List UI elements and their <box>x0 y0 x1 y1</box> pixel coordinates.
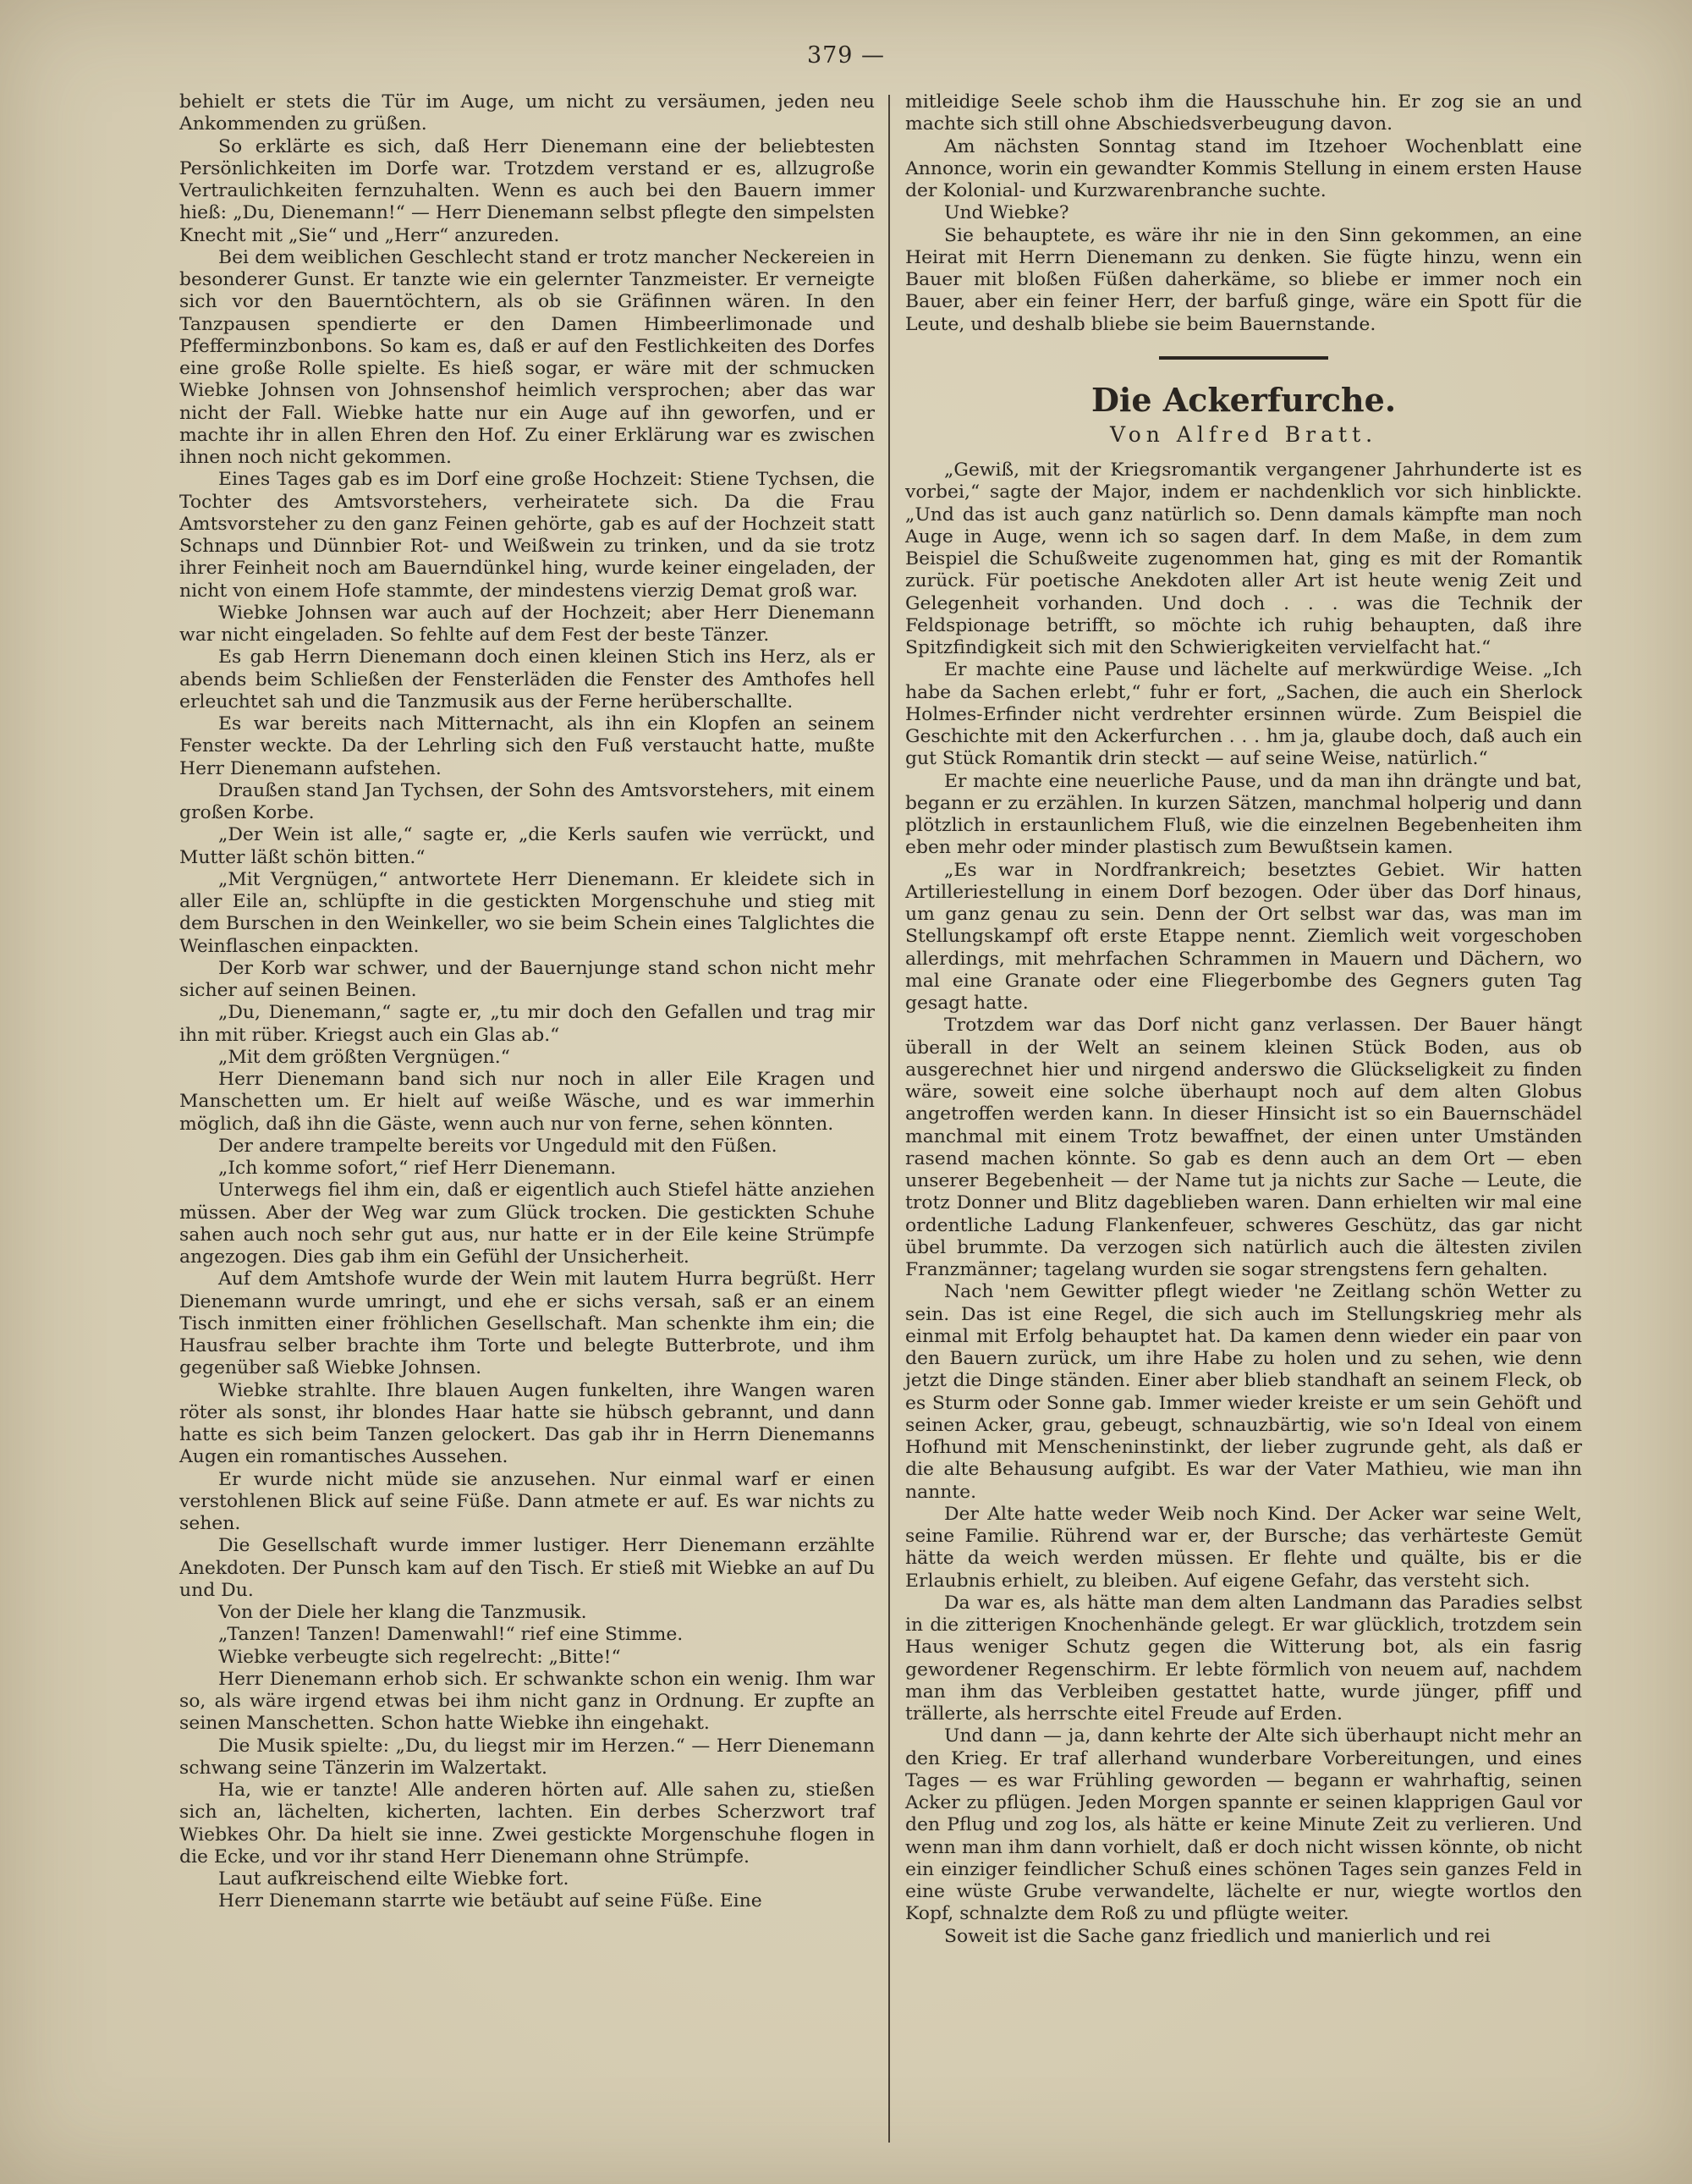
paragraph: Der Korb war schwer, und der Bauernjunge stand schon nicht mehr sicher auf seinen Beinen. <box>179 957 875 1001</box>
paragraph: Von der Diele her klang die Tanzmusik. <box>218 1602 587 1623</box>
paragraph: Herr Dienemann starrte wie betäubt auf seine Füße. Eine <box>218 1890 762 1912</box>
story-conclusion <box>905 91 1582 336</box>
paragraph: Herr Dienemann band sich nur noch in aller Eile Kragen und Manschetten um. Er hielt auf weiße Wäsche, und es war immerhin möglich, daß ihn die Gäste, wenn auch nur von ferne, sehen könnten. <box>179 1069 875 1135</box>
paragraph: „Es war in Nordfrankreich; besetztes Gebiet. Wir hatten Artilleriestellung in einem Dorf bezogen. Oder über das Dorf hinaus, um ganz genau zu sein. Denn der Ort selbst war das, was man im Stellungskampf oft erste Etappe nennt. Ziemlich weit vorgeschoben allerdings, mit mehrfachen Schrammen in Mauern und Dächern, wo mal eine Granate oder eine Fliegerbombe des Gegners guten Tag gesagt hatte. <box>905 859 1582 1014</box>
paragraph: „Du, Dienemann,“ sagte er, „tu mir doch den Gefallen und trag mir ihn mit rüber. Kriegst auch ein Glas ab.“ <box>179 1002 875 1046</box>
paragraph: Sie behauptete, es wäre ihr nie in den Sinn gekommen, an eine Heirat mit Herrn Dienemann zu denken. Sie fügte hinzu, wenn ein Bauer mit bloßen Füßen daherkäme, so bliebe er immer noch ein Bauer, aber ein feiner Herr, der barfuß ginge, wäre ein Spott für die Leute, und deshalb bliebe sie beim Bauernstande. <box>905 224 1582 335</box>
paragraph: Der andere trampelte bereits vor Ungeduld mit den Füßen. <box>218 1135 777 1157</box>
paragraph: Er wurde nicht müde sie anzusehen. Nur einmal warf er einen verstohlenen Blick auf seine Füße. Dann atmete er auf. Es war nichts zu sehen. <box>179 1468 875 1534</box>
article-body <box>905 459 1582 1948</box>
paragraph: Bei dem weiblichen Geschlecht stand er trotz mancher Neckereien in besonderer Gunst. Er tanzte wie ein gelernter Tanzmeister. Er verneigte sich vor den Bauerntöchtern, als ob sie Gräfinnen wären. In den Tanzpausen spendierte er den Damen Himbeerlimonade und Pfefferminzbonbons. So kam es, daß er auf den Festlichkeiten des Dorfes eine große Rolle spielte. Es hieß sogar, er wäre mit der schmucken Wiebke Johnsen von Johnsenshof heimlich versprochen; aber das war nicht der Fall. Wiebke hatte nur ein Auge auf ihn geworfen, und er machte ihr in allen Ehren den Hof. Zu einer Erklärung war es zwischen ihnen noch nicht gekommen. <box>179 246 875 468</box>
column-divider <box>888 95 890 2143</box>
paragraph: „Mit dem größten Vergnügen.“ <box>218 1046 510 1068</box>
paragraph: Am nächsten Sonntag stand im Itzehoer Wochenblatt eine Annonce, worin ein gewandter Kommis Stellung in einem ersten Hause der Kolonial- und Kurzwarenbranche suchte. <box>905 135 1582 201</box>
right-column <box>905 91 1582 1948</box>
paragraph: Die Gesellschaft wurde immer lustiger. Herr Dienemann erzählte Anekdoten. Der Punsch kam auf den Tisch. Er stieß mit Wiebke an auf Du und Du. <box>179 1535 875 1601</box>
paragraph: Und dann — ja, dann kehrte der Alte sich überhaupt nicht mehr an den Krieg. Er traf allerhand wunderbare Vorbereitungen, und eines Tages — es war Frühling geworden — begann er wahrhaftig, seinen Acker zu pflügen. Jeden Morgen spannte er seinen klapprigen Gaul vor den Pflug und zog los, als hätte er keine Minute Zeit zu verlieren. Und wenn man ihm dann vorhielt, daß er doch nicht wissen könnte, ob nicht ein einziger feindlicher Schuß eines schönen Tages sein ganzes Feld in eine wüste Grube verwandelte, lächelte er nur, wiegte wortlos den Kopf, schnalzte dem Roß zu und pflügte weiter. <box>905 1725 1582 1925</box>
paragraph: „Der Wein ist alle,“ sagte er, „die Kerls saufen wie verrückt, und Mutter läßt schön bitten.“ <box>179 824 875 868</box>
paragraph: Wiebke strahlte. Ihre blauen Augen funkelten, ihre Wangen waren röter als sonst, ihr blondes Haar hatte sie hübsch gebrannt, und dann hatte es sich beim Tanzen gelockert. Das gab ihr in Herrn Dienemanns Augen ein romantisches Aussehen. <box>179 1379 875 1468</box>
paragraph: Unterwegs fiel ihm ein, daß er eigentlich auch Stiefel hätte anziehen müssen. Aber der Weg war zum Glück trocken. Die gestickten Schuhe sahen auch noch sehr gut aus, nur hatte er in der Eile keine Strümpfe angezogen. Dies gab ihm ein Gefühl der Unsicherheit. <box>179 1180 875 1268</box>
paragraph: mitleidige Seele schob ihm die Hausschuhe hin. Er zog sie an und machte sich still ohne Abschiedsverbeugung davon. <box>905 91 1582 135</box>
paragraph: Nach 'nem Gewitter pflegt wieder 'ne Zeitlang schön Wetter zu sein. Das ist eine Regel, die sich auch im Stellungskrieg mehr als einmal mit Erfolg behauptet hat. Da kamen denn wieder ein paar von den Bauern zurück, um ihre Habe zu holen und zu sehen, wie denn jetzt die Dinge ständen. Einer aber blieb standhaft an seinem Fleck, ob es Sturm oder Sonne gab. Immer wieder kreiste er um sein Gehöft und seinen Acker, grau, gebeugt, schnauzbärtig, wie so'n Ideal von einem Hofhund mit Menscheninstinkt, der lieber zugrunde geht, als daß er die alte Behausung aufgibt. Es war der Vater Mathieu, wie man ihn nannte. <box>905 1281 1582 1503</box>
paragraph: Es gab Herrn Dienemann doch einen kleinen Stich ins Herz, als er abends beim Schließen der Fensterläden die Fenster des Amthofes hell erleuchtet sah und die Tanzmusik aus der Ferne herüberschallte. <box>179 646 875 712</box>
paragraph: behielt er stets die Tür im Auge, um nicht zu versäumen, jeden neu Ankommenden zu grüßen. <box>179 91 875 135</box>
left-column <box>179 91 875 1913</box>
paragraph: Draußen stand Jan Tychsen, der Sohn des Amtsvorstehers, mit einem großen Korbe. <box>179 779 875 823</box>
paragraph: Er machte eine neuerliche Pause, und da man ihn drängte und bat, begann er zu erzählen. In kurzen Sätzen, manchmal holperig und dann plötzlich in erstaunlichem Fluß, wie die einzelnen Begebenheiten ihm eben mehr oder minder plastisch zum Bewußtsein kamen. <box>905 770 1582 859</box>
paragraph: Da war es, als hätte man dem alten Landmann das Paradies selbst in die zitterigen Knochenhände gelegt. Er war glücklich, trotzdem sein Haus weniger Schutz gegen die Witterung bot, als ein fasrig gewordener Regenschirm. Er lebte förmlich von neuem auf, nachdem man ihm das Verbleiben gestattet hatte, wurde jünger, pfiff und trällerte, als herrschte eitel Freude auf Erden. <box>905 1592 1582 1725</box>
paragraph: „Gewiß, mit der Kriegsromantik vergangener Jahrhunderte ist es vorbei,“ sagte der Major, indem er nachdenklich vor sich hinblickte. „Und das ist auch ganz natürlich so. Denn damals kämpfte man noch Auge in Auge, wenn ich so sagen darf. In dem Maße, in dem zum Beispiel die Schußweite zugenommen hat, ging es mit der Romantik zurück. Für poetische Anekdoten aller Art ist heute wenig Zeit und Gelegenheit vorhanden. Und doch . . . was die Technik der Feldspionage betrifft, so möchte ich ruhig behaupten, daß ihre Spitzfindigkeit sich mit den Schwierigkeiten vervielfacht hat.“ <box>905 459 1582 658</box>
paragraph: Ha, wie er tanzte! Alle anderen hörten auf. Alle sahen zu, stießen sich an, lächelten, kicherten, lachten. Ein derbes Scherzwort traf Wiebkes Ohr. Da hielt sie inne. Zwei gestickte Morgenschuhe flogen in die Ecke, und vor ihr stand Herr Dienemann ohne Strümpfe. <box>179 1780 875 1868</box>
paragraph: Die Musik spielte: „Du, du liegst mir im Herzen.“ — Herr Dienemann schwang seine Tänzerin im Walzertakt. <box>179 1735 875 1779</box>
paragraph: Wiebke verbeugte sich regelrecht: „Bitte!“ <box>218 1646 621 1668</box>
paragraph: „Mit Vergnügen,“ antwortete Herr Dienemann. Er kleidete sich in aller Eile an, schlüpfte in die gestickten Morgenschuhe und stieg mit dem Burschen in den Weinkeller, wo sie beim Schein eines Talglichtes die Weinflaschen einpackten. <box>179 868 875 957</box>
paragraph: Wiebke Johnsen war auch auf der Hochzeit; aber Herr Dienemann war nicht eingeladen. So fehlte auf dem Fest der beste Tänzer. <box>179 602 875 646</box>
paragraph: Soweit ist die Sache ganz friedlich und manierlich und rei <box>944 1925 1491 1947</box>
paragraph: „Ich komme sofort,“ rief Herr Dienemann. <box>218 1158 617 1179</box>
paragraph: Herr Dienemann erhob sich. Er schwankte schon ein wenig. Ihm war so, als wäre irgend etwas bei ihm nicht ganz in Ordnung. Er zupfte an seinen Manschetten. Schon hatte Wiebke ihn eingehakt. <box>179 1668 875 1735</box>
paragraph: Trotzdem war das Dorf nicht ganz verlassen. Der Bauer hängt überall in der Welt an seinem kleinen Stück Boden, aus ob ausgerechnet hier und nirgend anderswo die Glückseligkeit zu finden wäre, soweit eine solche überhaupt noch auf dem alten Globus angetroffen werden kann. In dieser Hinsicht ist so ein Bauernschädel manchmal mit einem Trotz bewaffnet, der einen unter Umständen rasend machen könnte. So gab es denn auch an dem Ort — eben unserer Begebenheit — der Name tut ja nichts zur Sache — Leute, die trotz Donner und Blitz dageblieben waren. Dann erhielten wir mal eine ordentliche Ladung Flankenfeuer, schweres Geschütz, das gar nicht übel brummte. Da verzogen sich natürlich auch die ältesten zivilen Franzmänner; tagelang wurden sie sogar strengstens fern gehalten. <box>905 1015 1582 1280</box>
paragraph: Eines Tages gab es im Dorf eine große Hochzeit: Stiene Tychsen, die Tochter des Amtsvorstehers, verheiratete sich. Da die Frau Amtsvorsteher zu den ganz Feinen gehörte, gab es auf der Hochzeit statt Schnaps und Dünnbier Rot- und Weißwein zu trinken, und da sie trotz ihrer Feinheit noch am Bauerndünkel hing, wurde keiner eingeladen, der nicht von einem Hofe stammte, der mindestens vierzig Demat groß war. <box>179 469 875 602</box>
article-title: Die Ackerfurche. <box>1090 380 1397 419</box>
paragraph: Und Wiebke? <box>944 202 1069 224</box>
article-byline: Von Alfred Bratt. <box>1109 421 1378 447</box>
page-number: 379 — <box>806 42 886 69</box>
paragraph: Er machte eine Pause und lächelte auf merkwürdige Weise. „Ich habe da Sachen erlebt,“ fuhr er fort, „Sachen, die auch ein Sherlock Holmes-Erfinder nicht verdrehter ersinnen würde. Zum Beispiel die Geschichte mit den Ackerfurchen . . . hm ja, glaube doch, daß auch ein gut Stück Romantik drin steckt — auf seine Weise, natürlich.“ <box>905 659 1582 770</box>
paragraph: Laut aufkreischend eilte Wiebke fort. <box>218 1868 569 1890</box>
paragraph: So erklärte es sich, daß Herr Dienemann eine der beliebtesten Persönlichkeiten im Dorfe war. Trotzdem verstand er es, allzugroße Vertraulichkeiten fernzuhalten. Wenn es auch bei den Bauern immer hieß: „Du, Dienemann!“ — Herr Dienemann selbst pflegte den simpelsten Knecht mit „Sie“ und „Herr“ anzureden. <box>179 135 875 246</box>
section-separator <box>1159 356 1328 360</box>
paragraph: „Tanzen! Tanzen! Damenwahl!“ rief eine Stimme. <box>218 1624 684 1646</box>
paragraph: Es war bereits nach Mitternacht, als ihn ein Klopfen an seinem Fenster weckte. Da der Lehrling sich den Fuß verstaucht hatte, mußte Herr Dienemann aufstehen. <box>179 713 875 779</box>
paragraph: Der Alte hatte weder Weib noch Kind. Der Acker war seine Welt, seine Familie. Rührend war er, der Bursche; das verhärteste Gemüt hätte da weich werden müssen. Er flehte und quälte, bis er die Erlaubnis erhielt, zu bleiben. Auf eigene Gefahr, das versteht sich. <box>905 1503 1582 1592</box>
paragraph: Auf dem Amtshofe wurde der Wein mit lautem Hurra begrüßt. Herr Dienemann wurde umringt, und ehe er sichs versah, saß er an einem Tisch inmitten einer fröhlichen Gesellschaft. Man schenkte ihm ein; die Hausfrau selber brachte ihm Torte und belegte Butterbrote, und ihm gegenüber saß Wiebke Johnsen. <box>179 1268 875 1379</box>
